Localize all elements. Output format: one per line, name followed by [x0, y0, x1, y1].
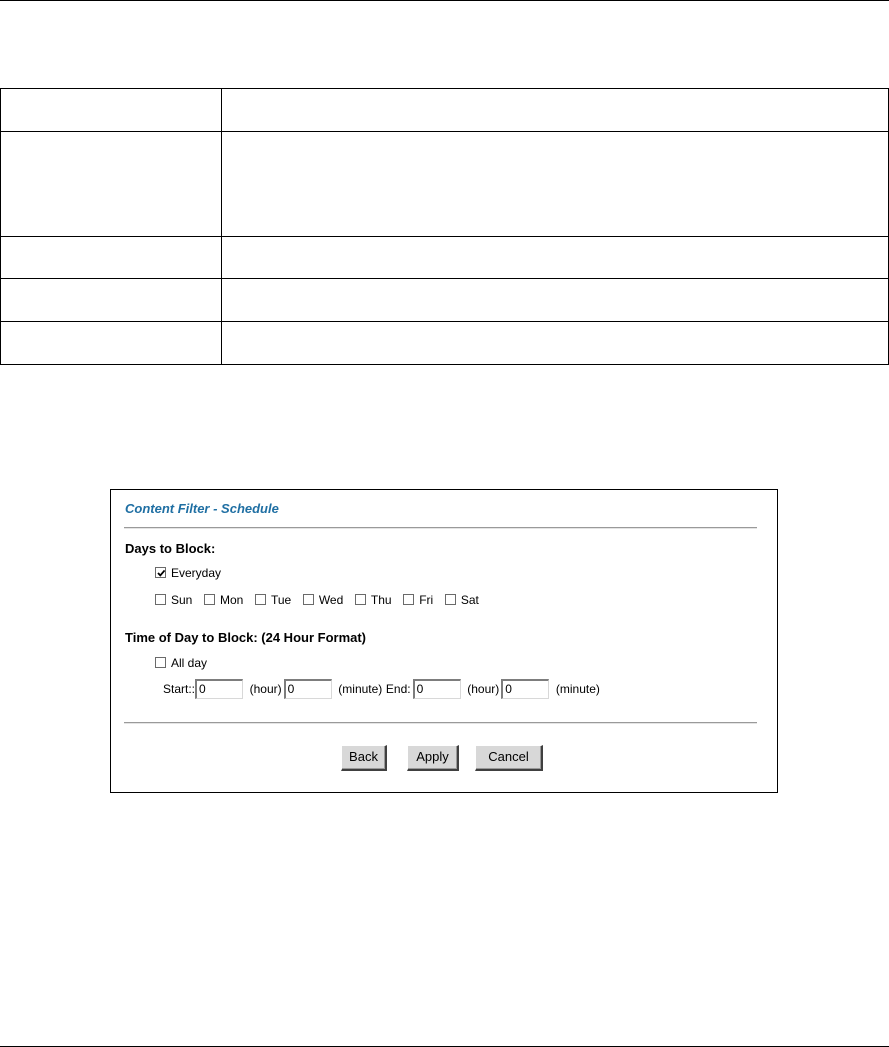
button-separator: [124, 722, 757, 724]
start-minute-input[interactable]: 0: [284, 679, 332, 699]
mon-checkbox[interactable]: [204, 594, 215, 605]
check-mark-icon: [156, 568, 167, 579]
all-day-checkbox[interactable]: [155, 657, 166, 668]
everyday-checkbox[interactable]: [155, 567, 166, 578]
sat-checkbox[interactable]: [445, 594, 456, 605]
apply-button[interactable]: Apply: [407, 745, 459, 771]
table-row: [1, 237, 889, 279]
start-minute-unit: (minute): [338, 682, 383, 696]
title-separator: [124, 527, 757, 529]
thu-label: Thu: [370, 593, 392, 607]
back-button[interactable]: Back: [341, 745, 387, 771]
table-cell: [1, 89, 222, 132]
field-description-table: [0, 88, 889, 365]
everyday-option[interactable]: [155, 566, 221, 580]
table-cell: [222, 279, 889, 322]
table-cell: [1, 237, 222, 279]
start-label: Start::: [163, 682, 196, 696]
table-row: [1, 89, 889, 132]
day-option-thu[interactable]: [355, 593, 392, 607]
content-filter-schedule-panel: [110, 489, 778, 793]
tue-label: Tue: [270, 593, 292, 607]
all-day-label: All day: [171, 656, 208, 670]
table-row: [1, 132, 889, 237]
end-minute-unit: (minute): [555, 682, 600, 696]
everyday-label: Everyday: [171, 566, 222, 580]
time-range-row: [163, 679, 600, 699]
table-cell: [222, 132, 889, 237]
tue-checkbox[interactable]: [255, 594, 266, 605]
start-hour-unit: (hour): [249, 682, 282, 696]
panel-title: Content Filter - Schedule: [125, 501, 279, 516]
day-option-mon[interactable]: [204, 593, 243, 607]
day-option-sat[interactable]: [445, 593, 479, 607]
all-day-option[interactable]: [155, 656, 207, 670]
wed-checkbox[interactable]: [303, 594, 314, 605]
days-to-block-heading: Days to Block:: [125, 541, 216, 556]
day-option-tue[interactable]: [255, 593, 291, 607]
mon-label: Mon: [219, 593, 244, 607]
table-row: [1, 279, 889, 322]
table-cell: [222, 237, 889, 279]
table-cell: [1, 279, 222, 322]
time-of-day-heading: Time of Day to Block: (24 Hour Format): [125, 630, 367, 645]
fri-checkbox[interactable]: [403, 594, 414, 605]
fri-label: Fri: [419, 593, 434, 607]
table-cell: [1, 322, 222, 365]
wed-label: Wed: [318, 593, 344, 607]
day-option-wed[interactable]: [303, 593, 343, 607]
end-label: End:: [385, 682, 411, 696]
sat-label: Sat: [460, 593, 479, 607]
table-row: [1, 322, 889, 365]
table-cell: [222, 322, 889, 365]
table-cell: [222, 89, 889, 132]
day-option-sun[interactable]: [155, 593, 192, 607]
end-minute-input[interactable]: 0: [501, 679, 549, 699]
start-hour-input[interactable]: 0: [195, 679, 243, 699]
sun-label: Sun: [171, 593, 193, 607]
end-hour-input[interactable]: 0: [413, 679, 461, 699]
thu-checkbox[interactable]: [355, 594, 366, 605]
end-hour-unit: (hour): [467, 682, 500, 696]
weekday-options: [155, 592, 487, 607]
day-option-fri[interactable]: [403, 593, 433, 607]
page-top-rule: [0, 0, 889, 1]
table-cell: [1, 132, 222, 237]
cancel-button[interactable]: Cancel: [475, 745, 543, 771]
sun-checkbox[interactable]: [155, 594, 166, 605]
